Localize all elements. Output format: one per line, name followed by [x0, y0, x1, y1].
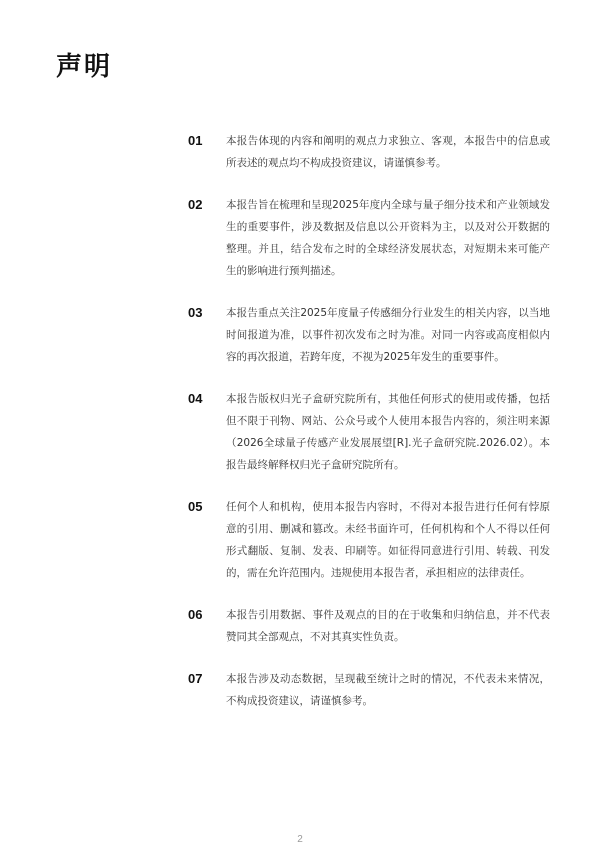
statement-number: 03 — [188, 305, 203, 320]
page-number: 2 — [297, 834, 303, 845]
statement-list — [188, 130, 550, 712]
statement-number: 02 — [188, 197, 203, 212]
statement-text: 本报告引用数据、事件及观点的目的在于收集和归纳信息，并不代表赞同其全部观点，不对其真实性负责。 — [226, 609, 550, 643]
statement-text: 本报告版权归光子盒研究院所有，其他任何形式的使用或传播，包括但不限于刊物、网站、公众号或个人使用本报告内容的，须注明来源（2026全球量子传感产业发展展望[R].光子盒研究院.2026.02）。本报告最终解释权归光子盒研究院所有。 — [226, 393, 550, 471]
page-title: 声明 — [56, 52, 113, 82]
statement-number: 04 — [188, 391, 203, 406]
statement-item-07 — [188, 668, 550, 712]
statement-text: 本报告涉及动态数据，呈现截至统计之时的情况，不代表未来情况，不构成投资建议，请谨慎参考。 — [226, 673, 550, 707]
statement-number: 05 — [188, 499, 203, 514]
statement-item-02 — [188, 194, 550, 282]
statement-number: 06 — [188, 607, 203, 622]
statement-item-06 — [188, 604, 550, 648]
statement-item-03 — [188, 302, 550, 368]
statement-number: 07 — [188, 671, 203, 686]
statement-item-04 — [188, 388, 550, 476]
statement-text: 本报告旨在梳理和呈现2025年度内全球与量子细分技术和产业领域发生的重要事件，涉及数据及信息以公开资料为主，以及对公开数据的整理。并且，结合发布之时的全球经济发展状态，对短期未来可能产生的影响进行预判描述。 — [226, 199, 550, 277]
statement-text: 任何个人和机构，使用本报告内容时，不得对本报告进行任何有悖原意的引用、删减和篡改。未经书面许可，任何机构和个人不得以任何形式翻版、复制、发表、印刷等。如征得同意进行引用、转载、刊发的，需在允许范围内。违规使用本报告者，承担相应的法律责任。 — [226, 501, 550, 579]
statement-item-01 — [188, 130, 550, 174]
statement-text: 本报告体现的内容和阐明的观点力求独立、客观，本报告中的信息或所表述的观点均不构成投资建议，请谨慎参考。 — [226, 135, 550, 169]
statement-text: 本报告重点关注2025年度量子传感细分行业发生的相关内容，以当地时间报道为准，以事件初次发布之时为准。对同一内容或高度相似内容的再次报道，若跨年度，不视为2025年发生的重要事件。 — [226, 307, 550, 363]
statement-number: 01 — [188, 133, 203, 148]
statement-item-05 — [188, 496, 550, 584]
